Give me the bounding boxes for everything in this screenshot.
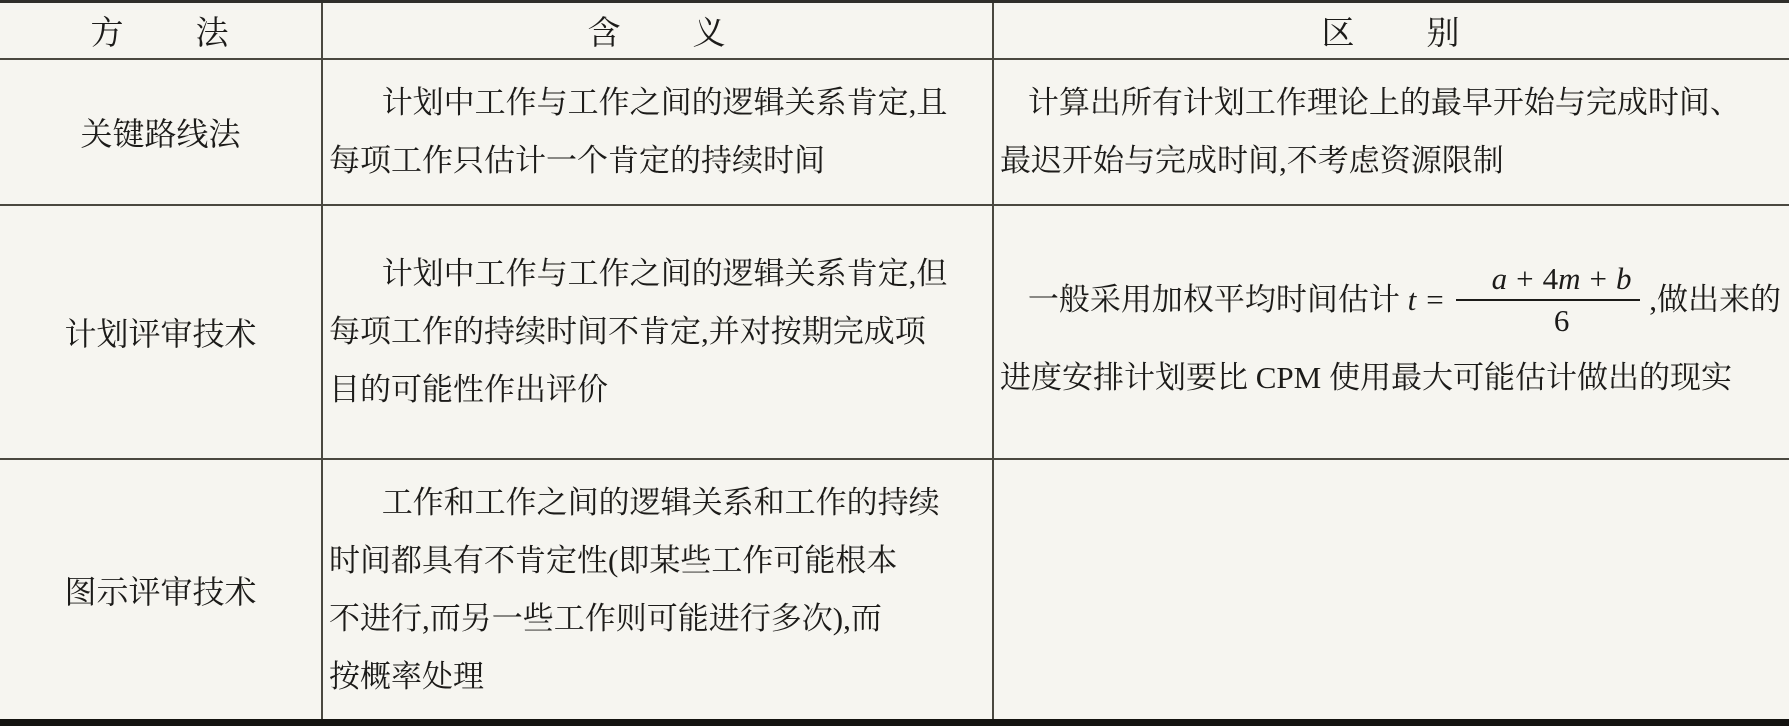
meaning-cell-cpm [322,59,993,205]
table-row-critical-path [0,59,1789,205]
text-line: 每项工作只估计一个肯定的持续时间 [329,143,825,178]
difference-paragraph [1000,257,1783,406]
meaning-paragraph [329,74,986,190]
table-row-gert [0,459,1789,723]
text-line: 最迟开始与完成时间,不考虑资源限制 [1000,143,1504,178]
formula-variable-b: b [1616,261,1632,297]
fraction-numerator [1456,261,1640,301]
difference-cell-cpm [993,59,1789,205]
text-line: 工作和工作之间的逻辑关系和工作的持续 [381,484,940,520]
formula-fraction [1456,261,1640,338]
text-line: 不进行,而另一些工作则可能进行多次),而 [329,600,882,636]
weighted-average-time-formula [1407,261,1650,338]
table-row-pert [0,205,1789,459]
plus-operator: + [1516,261,1534,297]
text-line: 时间都具有不肯定性(即某些工作可能根本 [329,542,898,578]
text-line: 计算出所有计划工作理论上的最早开始与完成时间、 [1027,85,1741,120]
method-cell-gert: 图示评审技术 [0,459,322,723]
equals-sign: = [1426,282,1444,318]
difference-prefix-text: 一般采用加权平均时间估计 [1027,282,1400,318]
column-header-method: 方 法 [0,2,322,60]
fraction-denominator: 6 [1553,303,1570,338]
column-header-difference: 区 别 [993,2,1789,60]
text-line: 进度安排计划要比 CPM 使用最大可能估计做出的现实 [1000,359,1732,395]
plus-operator: + [1589,261,1607,297]
text-line: 计划中工作与工作之间的逻辑关系肯定,但 [381,256,948,291]
text-line-with-formula [1000,257,1783,348]
formula-variable-a: a [1491,261,1508,297]
difference-paragraph [1000,74,1783,190]
difference-after-formula-text: ,做出来的 [1649,282,1781,318]
header-row [0,2,1789,60]
meaning-paragraph [329,245,986,419]
text-line: 计划中工作与工作之间的逻辑关系肯定,且 [381,85,948,120]
formula-variable-t: t [1407,282,1417,318]
difference-cell-pert [993,205,1789,459]
method-cell-cpm: 关键路线法 [0,59,322,205]
coefficient-4: 4 [1542,261,1559,297]
meaning-paragraph [329,474,986,706]
formula-variable-m: m [1558,261,1581,297]
difference-cell-gert-empty [993,459,1789,723]
text-line: 按概率处理 [329,658,484,694]
meaning-cell-pert [322,205,993,459]
column-header-meaning: 含 义 [322,2,993,60]
text-line: 目的可能性作出评价 [329,372,608,407]
method-cell-pert: 计划评审技术 [0,205,322,459]
meaning-cell-gert [322,459,993,723]
text-line: 每项工作的持续时间不肯定,并对按期完成项 [329,314,926,349]
